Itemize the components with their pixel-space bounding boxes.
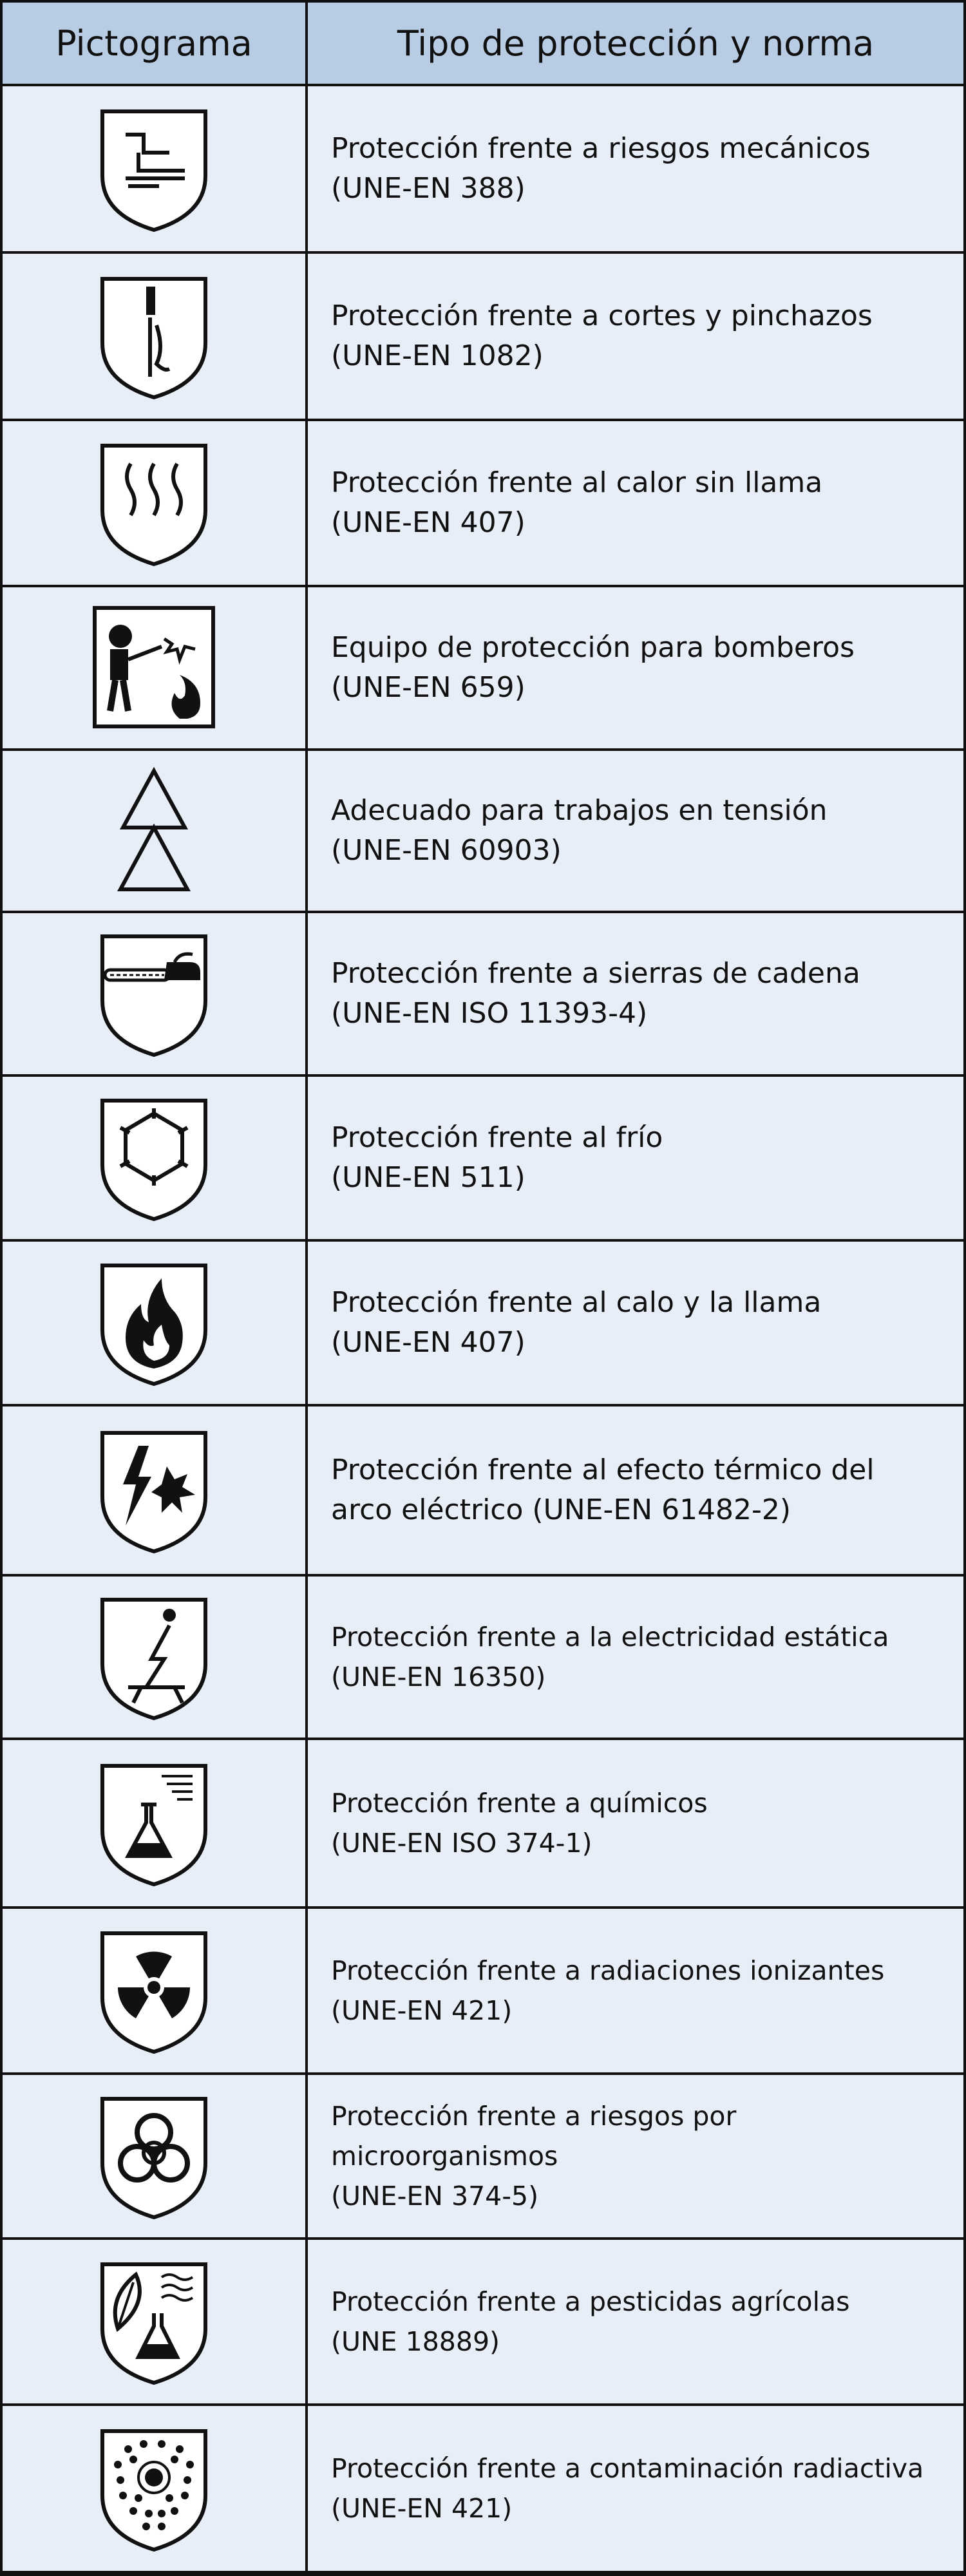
radioactive-contamination-shield-icon xyxy=(90,2421,218,2556)
table-row xyxy=(3,254,963,421)
radiation-trefoil-shield-icon xyxy=(90,1923,218,2058)
protection-name: Adecuado para trabajos en tensión xyxy=(331,794,828,827)
protection-name: Equipo de protección para bomberos xyxy=(331,631,855,664)
protection-standard: (UNE-EN 407) xyxy=(331,506,526,539)
protection-name: Protección frente al frío xyxy=(331,1121,663,1154)
mechanical-risk-shield-icon xyxy=(90,101,218,236)
table-row xyxy=(3,2240,963,2406)
protection-name: Protección frente al efecto térmico del xyxy=(331,1454,875,1486)
protection-standard: arco eléctrico (UNE-EN 61482-2) xyxy=(331,1493,791,1526)
protection-standard: (UNE 18889) xyxy=(331,2326,500,2357)
protection-name: Protección frente a sierras de cadena xyxy=(331,957,860,990)
protection-name: Protección frente a radiaciones ionizantes xyxy=(331,1955,885,1986)
protection-standard: (UNE-EN 16350) xyxy=(331,1662,546,1692)
protection-name: Protección frente a químicos xyxy=(331,1788,708,1819)
protection-standard: (UNE-EN 374-5) xyxy=(331,2181,539,2211)
table-row xyxy=(3,1406,963,1577)
table-row xyxy=(3,1577,963,1740)
protection-standard: (UNE-EN 1082) xyxy=(331,339,544,372)
protection-name: Protección frente a pesticidas agrícolas xyxy=(331,2286,850,2317)
protection-standard: (UNE-EN 388) xyxy=(331,172,526,205)
table-row xyxy=(3,2075,963,2240)
table-row xyxy=(3,587,963,751)
table-header xyxy=(3,3,963,86)
protection-name: Protección frente a cortes y pinchazos xyxy=(331,299,873,332)
protection-name: Protección frente al calor sin llama xyxy=(331,466,823,499)
heat-waves-shield-icon xyxy=(90,435,218,571)
protection-standard: (UNE-EN 421) xyxy=(331,1995,513,2026)
double-triangle-icon xyxy=(90,763,218,898)
firefighter-icon xyxy=(90,600,218,735)
column-divider xyxy=(305,3,308,2573)
chainsaw-shield-icon xyxy=(90,926,218,1061)
protection-name: Protección frente al calo y la llama xyxy=(331,1286,822,1319)
table-row xyxy=(3,1077,963,1242)
table-row xyxy=(3,1909,963,2075)
table-row xyxy=(3,751,963,913)
protection-standard: (UNE-EN ISO 11393-4) xyxy=(331,997,648,1030)
table-row xyxy=(3,1242,963,1406)
protection-name: Protección frente a riesgos mecánicos xyxy=(331,132,871,165)
table-row xyxy=(3,1740,963,1909)
header-pictogram: Pictograma xyxy=(55,23,252,64)
protection-standard: (UNE-EN ISO 374-1) xyxy=(331,1828,592,1859)
protection-standard: (UNE-EN 659) xyxy=(331,671,526,704)
pesticide-leaf-flask-shield-icon xyxy=(90,2254,218,2389)
protection-name: Protección frente a contaminación radiactiva xyxy=(331,2453,924,2484)
electric-arc-shield-icon xyxy=(90,1423,218,1558)
protection-standard: (UNE-EN 407) xyxy=(331,1326,526,1359)
static-electricity-shield-icon xyxy=(90,1589,218,1725)
protection-standard: (UNE-EN 421) xyxy=(331,2493,513,2524)
header-protection-type: Tipo de protección y norma xyxy=(397,23,875,64)
biohazard-shield-icon xyxy=(90,2088,218,2224)
protection-standard: (UNE-EN 60903) xyxy=(331,834,562,867)
protection-name: Protección frente a la electricidad estática xyxy=(331,1622,889,1653)
flame-shield-icon xyxy=(90,1255,218,1390)
cut-puncture-shield-icon xyxy=(90,269,218,404)
table-row xyxy=(3,421,963,587)
table-row xyxy=(3,86,963,254)
protection-name: Protección frente a riesgos por microorganismos xyxy=(331,2101,737,2172)
protection-standard: (UNE-EN 511) xyxy=(331,1161,526,1194)
table-row xyxy=(3,2406,963,2573)
snowflake-shield-icon xyxy=(90,1090,218,1226)
table-row xyxy=(3,913,963,1077)
chemical-flask-shield-icon xyxy=(90,1756,218,1891)
